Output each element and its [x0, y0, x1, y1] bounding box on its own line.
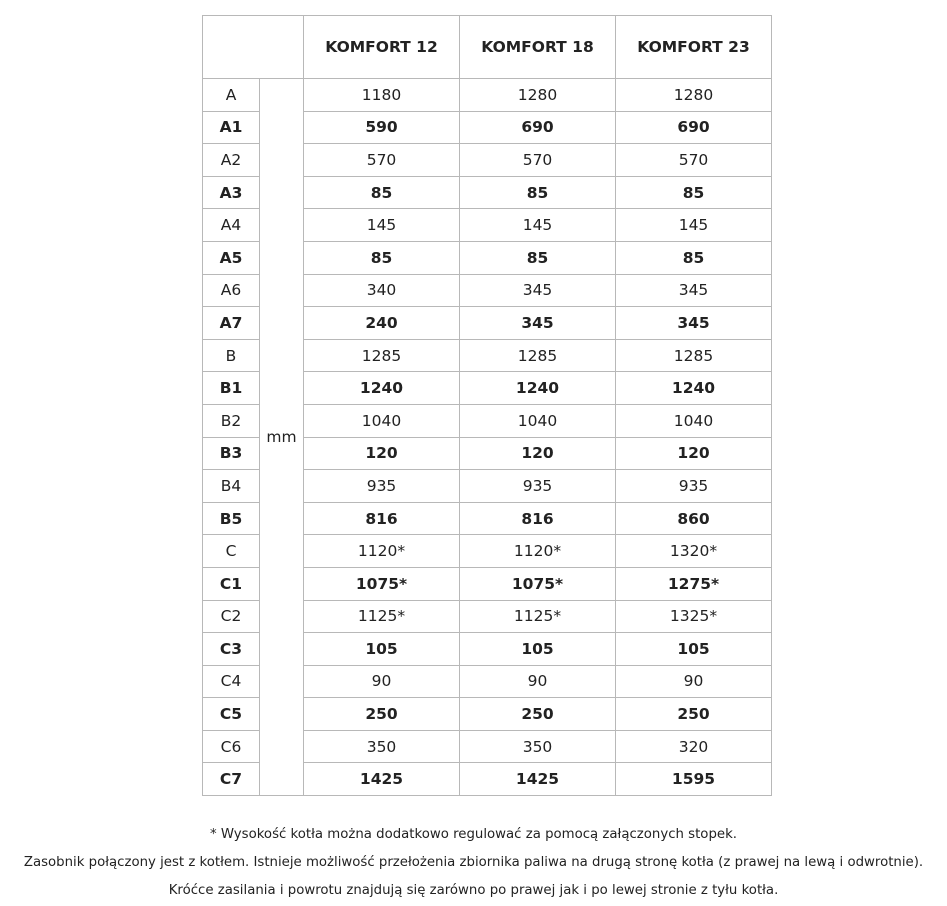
- value-cell: 85: [304, 176, 460, 209]
- value-cell: 350: [460, 730, 616, 763]
- value-cell: 250: [616, 698, 772, 731]
- value-cell: 345: [616, 274, 772, 307]
- value-cell: 120: [616, 437, 772, 470]
- value-cell: 935: [460, 470, 616, 503]
- value-cell: 1040: [460, 404, 616, 437]
- value-cell: 240: [304, 307, 460, 340]
- value-cell: 320: [616, 730, 772, 763]
- value-cell: 120: [304, 437, 460, 470]
- value-cell: 1425: [304, 763, 460, 796]
- value-cell: 1125*: [460, 600, 616, 633]
- value-cell: 1280: [616, 79, 772, 112]
- value-cell: 105: [616, 633, 772, 666]
- value-cell: 145: [304, 209, 460, 242]
- value-cell: 1120*: [460, 535, 616, 568]
- value-cell: 85: [616, 241, 772, 274]
- value-cell: 85: [460, 241, 616, 274]
- header-komfort-23: KOMFORT 23: [616, 16, 772, 79]
- value-cell: 1125*: [304, 600, 460, 633]
- value-cell: 90: [460, 665, 616, 698]
- note-stopki: * Wysokość kotła można dodatkowo regulować za pomocą załączonych stopek.: [209, 827, 737, 842]
- value-cell: 1325*: [616, 600, 772, 633]
- value-cell: 1320*: [616, 535, 772, 568]
- value-cell: 570: [460, 144, 616, 177]
- value-cell: 860: [616, 502, 772, 535]
- value-cell: 85: [460, 176, 616, 209]
- row-label: C2: [203, 600, 260, 633]
- value-cell: 345: [460, 274, 616, 307]
- notes: [0, 821, 947, 905]
- row-label: A1: [203, 111, 260, 144]
- dimensions-table: [202, 15, 772, 796]
- value-cell: 816: [460, 502, 616, 535]
- row-label: B: [203, 339, 260, 372]
- value-cell: 570: [616, 144, 772, 177]
- row-label: C7: [203, 763, 260, 796]
- value-cell: 1240: [304, 372, 460, 405]
- value-cell: 1240: [616, 372, 772, 405]
- value-cell: 145: [616, 209, 772, 242]
- value-cell: 340: [304, 274, 460, 307]
- value-cell: 145: [460, 209, 616, 242]
- value-cell: 350: [304, 730, 460, 763]
- note-zasobnik: Zasobnik połączony jest z kotłem. Istnieje możliwość przełożenia zbiornika paliwa na drugą stronę kotła (z prawej na lewą i odwrotnie).: [23, 855, 924, 870]
- value-cell: 1075*: [304, 567, 460, 600]
- row-label: A4: [203, 209, 260, 242]
- value-cell: 105: [460, 633, 616, 666]
- row-label: B1: [203, 372, 260, 405]
- value-cell: 1075*: [460, 567, 616, 600]
- value-cell: 1595: [616, 763, 772, 796]
- value-cell: 1040: [304, 404, 460, 437]
- row-label: B2: [203, 404, 260, 437]
- value-cell: 345: [460, 307, 616, 340]
- value-cell: 250: [304, 698, 460, 731]
- value-cell: 345: [616, 307, 772, 340]
- value-cell: 90: [616, 665, 772, 698]
- value-cell: 85: [616, 176, 772, 209]
- value-cell: 935: [616, 470, 772, 503]
- row-label: A: [203, 79, 260, 112]
- row-label: C4: [203, 665, 260, 698]
- row-label: B4: [203, 470, 260, 503]
- row-label: C6: [203, 730, 260, 763]
- row-label: A5: [203, 241, 260, 274]
- value-cell: 105: [304, 633, 460, 666]
- value-cell: 1120*: [304, 535, 460, 568]
- value-cell: 250: [460, 698, 616, 731]
- value-cell: 1425: [460, 763, 616, 796]
- row-label: A2: [203, 144, 260, 177]
- value-cell: 1180: [304, 79, 460, 112]
- table-row: [203, 79, 772, 112]
- value-cell: 90: [304, 665, 460, 698]
- header-komfort-12: KOMFORT 12: [304, 16, 460, 79]
- row-label: A7: [203, 307, 260, 340]
- value-cell: 690: [616, 111, 772, 144]
- value-cell: 1240: [460, 372, 616, 405]
- row-label: B5: [203, 502, 260, 535]
- value-cell: 816: [304, 502, 460, 535]
- row-label: A3: [203, 176, 260, 209]
- unit-cell: mm: [260, 79, 304, 796]
- value-cell: 690: [460, 111, 616, 144]
- header-komfort-18: KOMFORT 18: [460, 16, 616, 79]
- value-cell: 935: [304, 470, 460, 503]
- table-header-row: [203, 16, 772, 79]
- value-cell: 1285: [304, 339, 460, 372]
- row-label: A6: [203, 274, 260, 307]
- row-label: C5: [203, 698, 260, 731]
- note-kroce: Króćce zasilania i powrotu znajdują się zarówno po prawej jak i po lewej stronie z tyłu kotła.: [168, 883, 779, 898]
- row-label: C1: [203, 567, 260, 600]
- header-empty: [203, 16, 304, 79]
- value-cell: 1280: [460, 79, 616, 112]
- row-label: C: [203, 535, 260, 568]
- value-cell: 85: [304, 241, 460, 274]
- row-label: B3: [203, 437, 260, 470]
- table-body: [203, 79, 772, 796]
- value-cell: 1285: [460, 339, 616, 372]
- row-label: C3: [203, 633, 260, 666]
- value-cell: 1285: [616, 339, 772, 372]
- value-cell: 570: [304, 144, 460, 177]
- value-cell: 120: [460, 437, 616, 470]
- value-cell: 590: [304, 111, 460, 144]
- value-cell: 1040: [616, 404, 772, 437]
- value-cell: 1275*: [616, 567, 772, 600]
